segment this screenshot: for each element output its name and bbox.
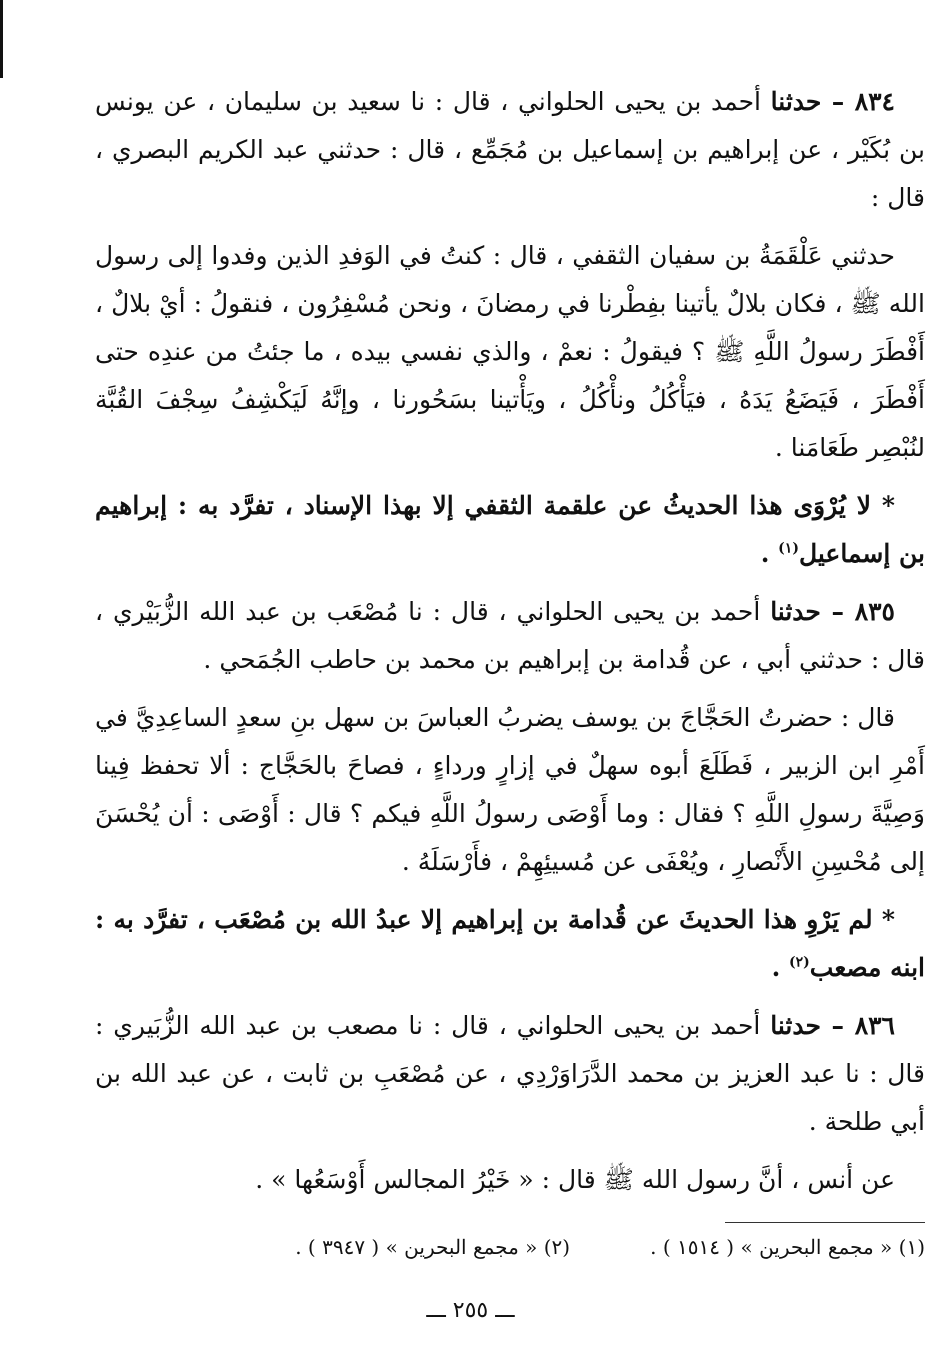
note-text: * لا يُرْوَى هذا الحديثُ عن علقمة الثقفي إلا بهذا الإسناد ، تفرَّد به : إبراهيم بن إسماعيل [95,491,925,568]
page-edge-rule [0,0,3,78]
isnad-opening: حدثنا [770,597,821,626]
hadith-834-note: * لا يُرْوَى هذا الحديثُ عن علقمة الثقفي إلا بهذا الإسناد ، تفرَّد به : إبراهيم بن إسماعيل$^{(١)}$ . [95,491,925,568]
hadith-834-isnad: ٨٣٤ – حدثنا أحمد بن يحيى الحلواني ، قال : نا سعيد بن سليمان ، عن يونس بن بُكَيْر ، عن إبراهيم بن إسماعيل بن مُجَمِّع ، قال : حدثني عبد الكريم البصري ، قال : [95,87,925,212]
footnote-ref: (٢) [788,954,810,971]
hadith-number: ٨٣٥ [854,597,895,626]
isnad-text: أحمد بن يحيى الحلواني ، قال : نا سعيد بن سليمان ، عن يونس بن بُكَيْر ، عن إبراهيم بن إسماعيل بن مُجَمِّع ، قال : حدثني عبد الكريم البصري ، قال : [95,87,925,212]
isnad-text: أحمد بن يحيى الحلواني ، قال : نا مُصْعَب بن عبد الله الزُّبَيْري ، قال : حدثني أبي ، عن قُدامة بن إبراهيم بن محمد بن حاطب الجُمَحي . [95,597,925,674]
hadith-835-matn: قال : حضرتُ الحَجَّاجَ بن يوسف يضربُ العباسَ بن سهل بنِ سعدٍ الساعِدِيَّ في أَمْرِ ابن الزبير ، فَطَلَعَ أبوه سهلٌ في إزارٍ ورداءٍ ، فصاحَ بالحَجَّاج : ألا تحفظ فِينا وَصِيَّةَ رسولِ اللَّهِ ؟ فقال : وما أَوْصَى رسولُ اللَّهِ فيكم ؟ قال : أَوْصَى : أن يُحْسَنَ إلى مُحْسِنِ الأَنْصارِ ، ويُعْفَى عن مُسيئِهِمْ ، فأَرْسَلَهُ . [95,703,925,876]
hadith-number: ٨٣٦ [854,1011,895,1040]
hadith-835-note: * لم يَرْوِ هذا الحديثَ عن قُدامة بن إبراهيم إلا عبدُ الله بن مُصْعَب ، تفرَّد به : ابنه مصعب$^{(٢)}$ . [95,905,925,982]
page-number: ـــ ٢٥٥ ـــ [426,1298,515,1323]
note-text: * لم يَرْوِ هذا الحديثَ عن قُدامة بن إبراهيم إلا عبدُ الله بن مُصْعَب ، تفرَّد به : ابنه مصعب [95,905,925,982]
hadith-number: ٨٣٤ [854,87,895,116]
hadith-834-matn: حدثني عَلْقَمَةُ بن سفيان الثقفي ، قال : كنتُ في الوَفدِ الذين وفدوا إلى رسول الله ﷺ ، فكان بلالٌ يأتينا بفِطْرنا في رمضانَ ، ونحن مُسْفِرُون ، فنقولُ : أيْ بلالٌ ، أَفْطَرَ رسولُ اللَّهِ ﷺ ؟ فيقولُ : نعمْ ، والذي نفسي بيده ، ما جئتُ من عندِه حتى أَفْطَرَ ، فَيَضَعُ يَدَهُ ، فيَأْكُلُ ونأْكُلُ ، ويَأْتينا بسَحُورنا ، وإنَّهُ لَيَكْشِفُ سِجْفَ القُبَّة لنُبْصِر طَعَامَنا . [95,241,925,462]
footnote-ref: (١) [778,540,799,557]
isnad-text: أحمد بن يحيى الحلواني ، قال : نا مصعب بن عبد الله الزُّبَيري : قال : نا عبد العزيز بن محمد الدَّرَاوَرْدِي ، عن مُصْعَبِ بن ثابت ، عن عبد الله بن أبي طلحة . [95,1011,925,1136]
footnote-2: (٢) « مجمع البحرين » ( ٣٩٤٧ ) . [295,1235,571,1259]
isnad-opening: حدثنا [770,1011,821,1040]
hadith-835-isnad: ٨٣٥ – حدثنا أحمد بن يحيى الحلواني ، قال : نا مُصْعَب بن عبد الله الزُّبَيْري ، قال : حدثني أبي ، عن قُدامة بن إبراهيم بن محمد بن حاطب الجُمَحي . [95,597,925,674]
footnote-divider [725,1222,925,1223]
hadith-836-isnad: ٨٣٦ – حدثنا أحمد بن يحيى الحلواني ، قال : نا مصعب بن عبد الله الزُّبَيري : قال : نا عبد العزيز بن محمد الدَّرَاوَرْدِي ، عن مُصْعَبِ بن ثابت ، عن عبد الله بن أبي طلحة . [95,1011,925,1136]
page-body [95,78,925,1214]
footnotes [105,1232,925,1262]
footnote-1: (١) « مجمع البحرين » ( ١٥١٤ ) . [650,1235,925,1259]
isnad-opening: حدثنا [770,87,822,116]
hadith-836-matn: عن أنس ، أنَّ رسول الله ﷺ قال : « خَيْرُ المجالس أَوْسَعُها » . [255,1165,895,1194]
